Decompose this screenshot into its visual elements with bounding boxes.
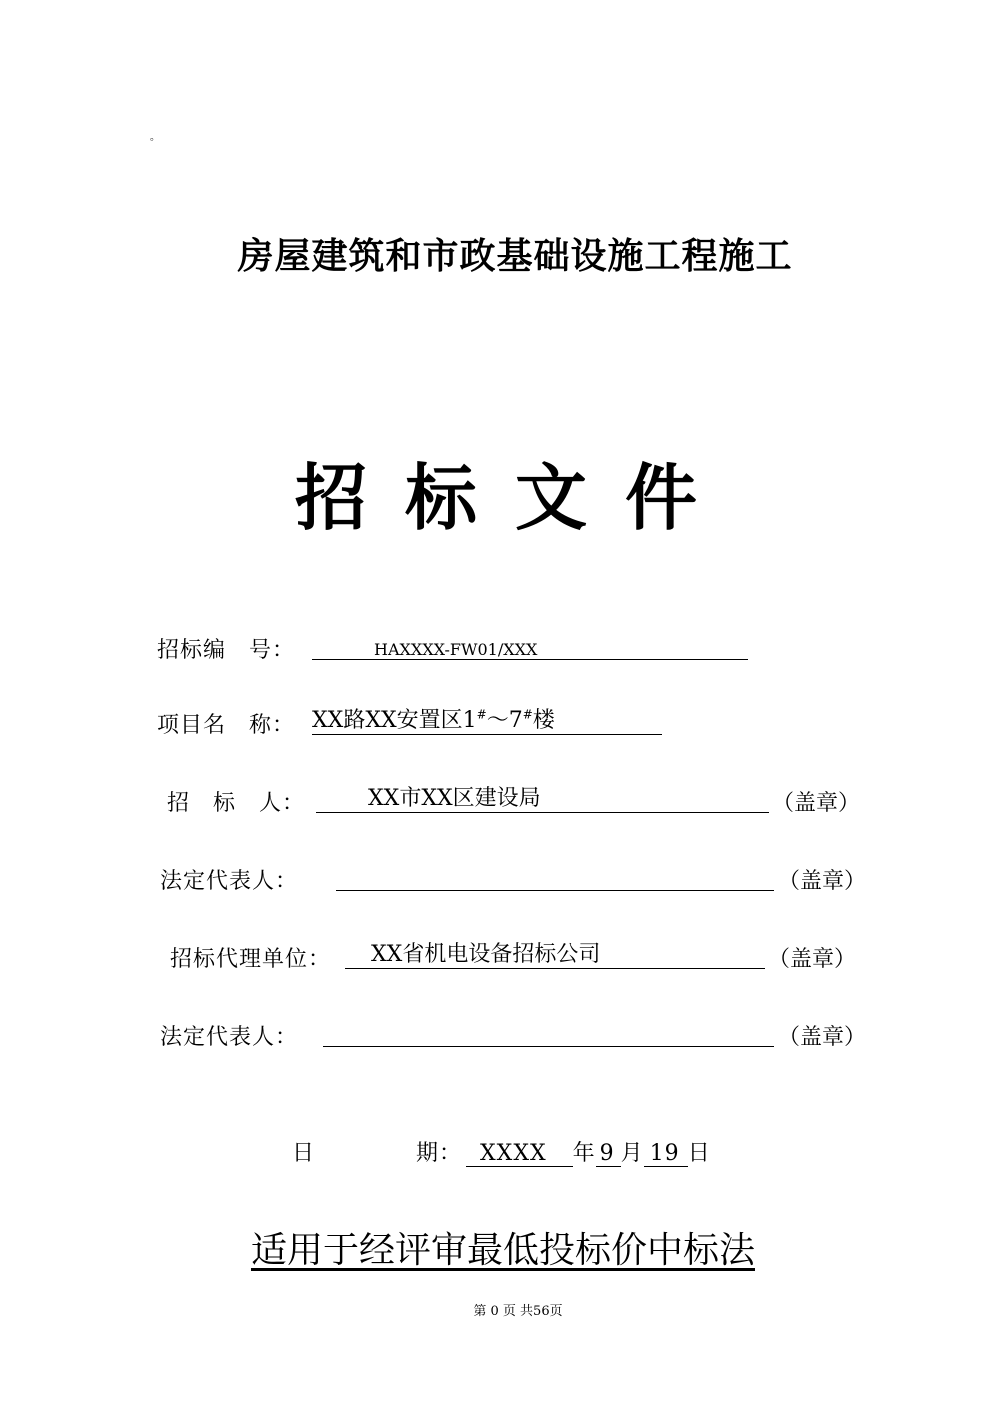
date-year-unit: 年 xyxy=(572,1141,596,1166)
tenderer-value: XX市XX区建设局 xyxy=(368,786,541,811)
legal-rep-stamp-1: （盖章） xyxy=(778,869,867,894)
corner-mark: 。 xyxy=(150,132,160,143)
legal-rep-label-1: 法定代表人： xyxy=(160,869,299,894)
agency-stamp: （盖章） xyxy=(768,947,857,972)
legal-rep-stamp-2: （盖章） xyxy=(778,1025,867,1050)
bid-no-value: HAXXXX-FW01/XXX xyxy=(374,640,538,659)
date-month: 9 xyxy=(596,1141,621,1167)
document-subtitle: 房屋建筑和市政基础设施工程施工 xyxy=(237,235,793,277)
legal-rep-field-2 xyxy=(323,1020,774,1047)
document-title: 招标文件 xyxy=(294,455,735,540)
legal-rep-field-1 xyxy=(336,864,774,891)
agency-value: XX省机电设备招标公司 xyxy=(371,942,601,967)
agency-label: 招标代理单位： xyxy=(170,947,332,972)
tenderer-label: 招 标 人： xyxy=(167,791,306,816)
tenderer-field xyxy=(316,786,769,813)
date-value xyxy=(466,1136,711,1167)
date-label-period: 期： xyxy=(416,1141,463,1166)
bid-no-label: 招标编 号： xyxy=(157,638,296,663)
date-day-unit: 日 xyxy=(687,1141,711,1166)
bid-no-field xyxy=(312,633,748,660)
project-name-label: 项目名 称： xyxy=(157,713,296,738)
tenderer-stamp: （盖章） xyxy=(772,791,861,816)
date-label-day: 日 xyxy=(292,1141,316,1166)
date-year: XXXX xyxy=(466,1141,573,1167)
date-month-unit: 月 xyxy=(620,1141,644,1166)
agency-field xyxy=(345,942,765,969)
project-name-field xyxy=(312,708,662,735)
evaluation-method: 适用于经评审最低投标价中标法 xyxy=(250,1230,755,1271)
page-footer: 第 0 页 共56页 xyxy=(473,1304,563,1319)
date-day: 19 xyxy=(644,1141,688,1167)
project-name-value: XX路XX安置区1#～7#楼 xyxy=(312,707,555,733)
legal-rep-label-2: 法定代表人： xyxy=(160,1025,299,1050)
